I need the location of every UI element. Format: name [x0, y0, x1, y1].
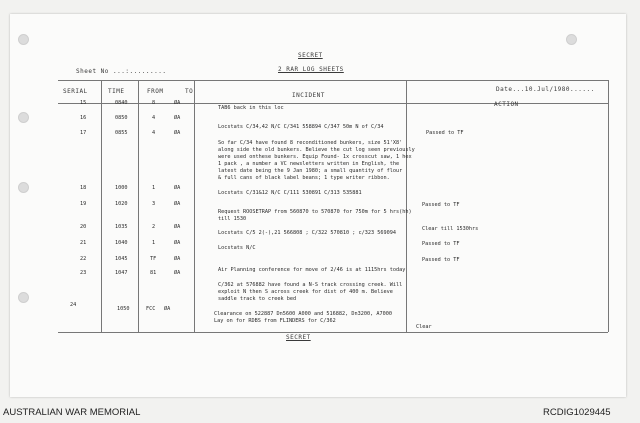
classification-top: SECRET: [298, 52, 323, 59]
incident-line: along side the old bunkers. Believe the cut log seen previously: [218, 147, 415, 153]
log-date: Date...10.Jul/1980......: [496, 86, 595, 93]
from: 4: [152, 130, 156, 136]
col-serial: SERIAL: [63, 88, 88, 95]
table-top-rule: [58, 80, 608, 81]
incident-line: exploit N then S across creek for dist of 400 m. Believe: [218, 289, 393, 295]
from: 81: [150, 270, 157, 276]
time: 0840: [115, 100, 128, 106]
from: 3: [152, 201, 156, 207]
to: ØA: [174, 224, 181, 230]
to: ØA: [174, 256, 181, 262]
classification-bottom: SECRET: [286, 334, 311, 341]
incident-line: Lay on for RDBS from FLINDERS for C/362: [214, 318, 336, 324]
incident-line: C/362 at 576882 have found a N-S track crossing creek. Will: [218, 282, 403, 288]
incident-line: latest date being the 9 Jan 1980; a small quantity of flour: [218, 168, 403, 174]
incident-line: Locstats C/31&12 N/C C/111 530891 C/313 535881: [218, 190, 362, 196]
to: ØA: [174, 115, 181, 121]
time: 1035: [115, 224, 128, 230]
action: Passed to TF: [422, 202, 460, 208]
to: ØA: [174, 100, 181, 106]
from: 2: [152, 224, 156, 230]
serial: 23: [80, 270, 87, 276]
time: 1047: [115, 270, 128, 276]
punch-hole: [566, 34, 577, 45]
col-to: TO: [185, 88, 194, 95]
from: FCC: [146, 306, 156, 312]
column-divider: [406, 80, 407, 332]
to: ØA: [174, 201, 181, 207]
time: 0850: [115, 115, 128, 121]
time: 1000: [115, 185, 128, 191]
incident-line: & full cans of black label beans; 1 type writer ribbon.: [218, 175, 390, 181]
incident-line: TAB6 back in this loc: [218, 105, 284, 111]
serial: 15: [80, 100, 87, 106]
serial: 17: [80, 130, 87, 136]
action: Clear till 1530hrs: [422, 226, 479, 232]
punch-hole: [18, 292, 29, 303]
sheet-number: Sheet No ...:.........: [76, 68, 167, 75]
incident-line: Air Planning conference for move of 2/46 is at 1115hrs today: [218, 267, 406, 273]
serial: 24: [70, 302, 77, 308]
incident-line: saddle track to creek bed: [218, 296, 297, 302]
unit-title: 2 RAR LOG SHEETS: [278, 66, 344, 73]
to: ØA: [174, 270, 181, 276]
serial: 19: [80, 201, 87, 207]
column-divider: [608, 80, 609, 332]
from: 1: [152, 240, 156, 246]
incident-line: Clearance on 522887 Dn5600 A000 and 516882, Dn3200, A7000: [214, 311, 393, 317]
to: ØA: [174, 240, 181, 246]
punch-hole: [18, 112, 29, 123]
from: 8: [152, 100, 156, 106]
col-incident: INCIDENT: [292, 92, 325, 99]
to: ØA: [174, 185, 181, 191]
incident-line: 1 pack , a number a VC newsletters written in English, the: [218, 161, 400, 167]
serial: 16: [80, 115, 87, 121]
incident-line: Request ROOSETRAP from 560870 to 570870 for 750m for 5 hrs(hh): [218, 209, 412, 215]
time: 1020: [115, 201, 128, 207]
serial: 22: [80, 256, 87, 262]
serial: 20: [80, 224, 87, 230]
col-action: ACTION: [494, 101, 519, 108]
incident-line: Locstats N/C: [218, 245, 256, 251]
action: Passed to TF: [426, 130, 464, 136]
column-divider: [138, 80, 139, 332]
incident-line: So far C/34 have found 8 reconditioned bunkers, size 51'X8': [218, 140, 403, 146]
action: Passed to TF: [422, 257, 460, 263]
col-time: TIME: [108, 88, 125, 95]
time: 1045: [115, 256, 128, 262]
action: Clear: [416, 324, 432, 330]
punch-hole: [18, 34, 29, 45]
table-bottom-rule: [58, 332, 608, 333]
incident-line: were used onthese bunkers. Equip Found- 1x crosscut saw, 1 hex: [218, 154, 412, 160]
archive-reference: RCDIG1029445: [543, 407, 611, 418]
action: Passed to TF: [422, 241, 460, 247]
from: 4: [152, 115, 156, 121]
to: ØA: [164, 306, 171, 312]
col-from: FROM: [147, 88, 164, 95]
time: 1050: [117, 306, 130, 312]
to: ØA: [174, 130, 181, 136]
from: 1: [152, 185, 156, 191]
time: 0855: [115, 130, 128, 136]
serial: 18: [80, 185, 87, 191]
time: 1040: [115, 240, 128, 246]
column-divider: [101, 80, 102, 332]
serial: 21: [80, 240, 87, 246]
punch-hole: [18, 182, 29, 193]
archive-credit: AUSTRALIAN WAR MEMORIAL: [3, 407, 141, 418]
incident-line: till 1530: [218, 216, 247, 222]
from: TF: [150, 256, 157, 262]
incident-line: Locstats C/34,42 N/C C/341 558894 C/347 50m N of C/34: [218, 124, 384, 130]
column-divider: [194, 80, 195, 332]
incident-line: Locstats C/5 2(-),21 566808 ; C/322 570810 ; c/323 569094: [218, 230, 397, 236]
